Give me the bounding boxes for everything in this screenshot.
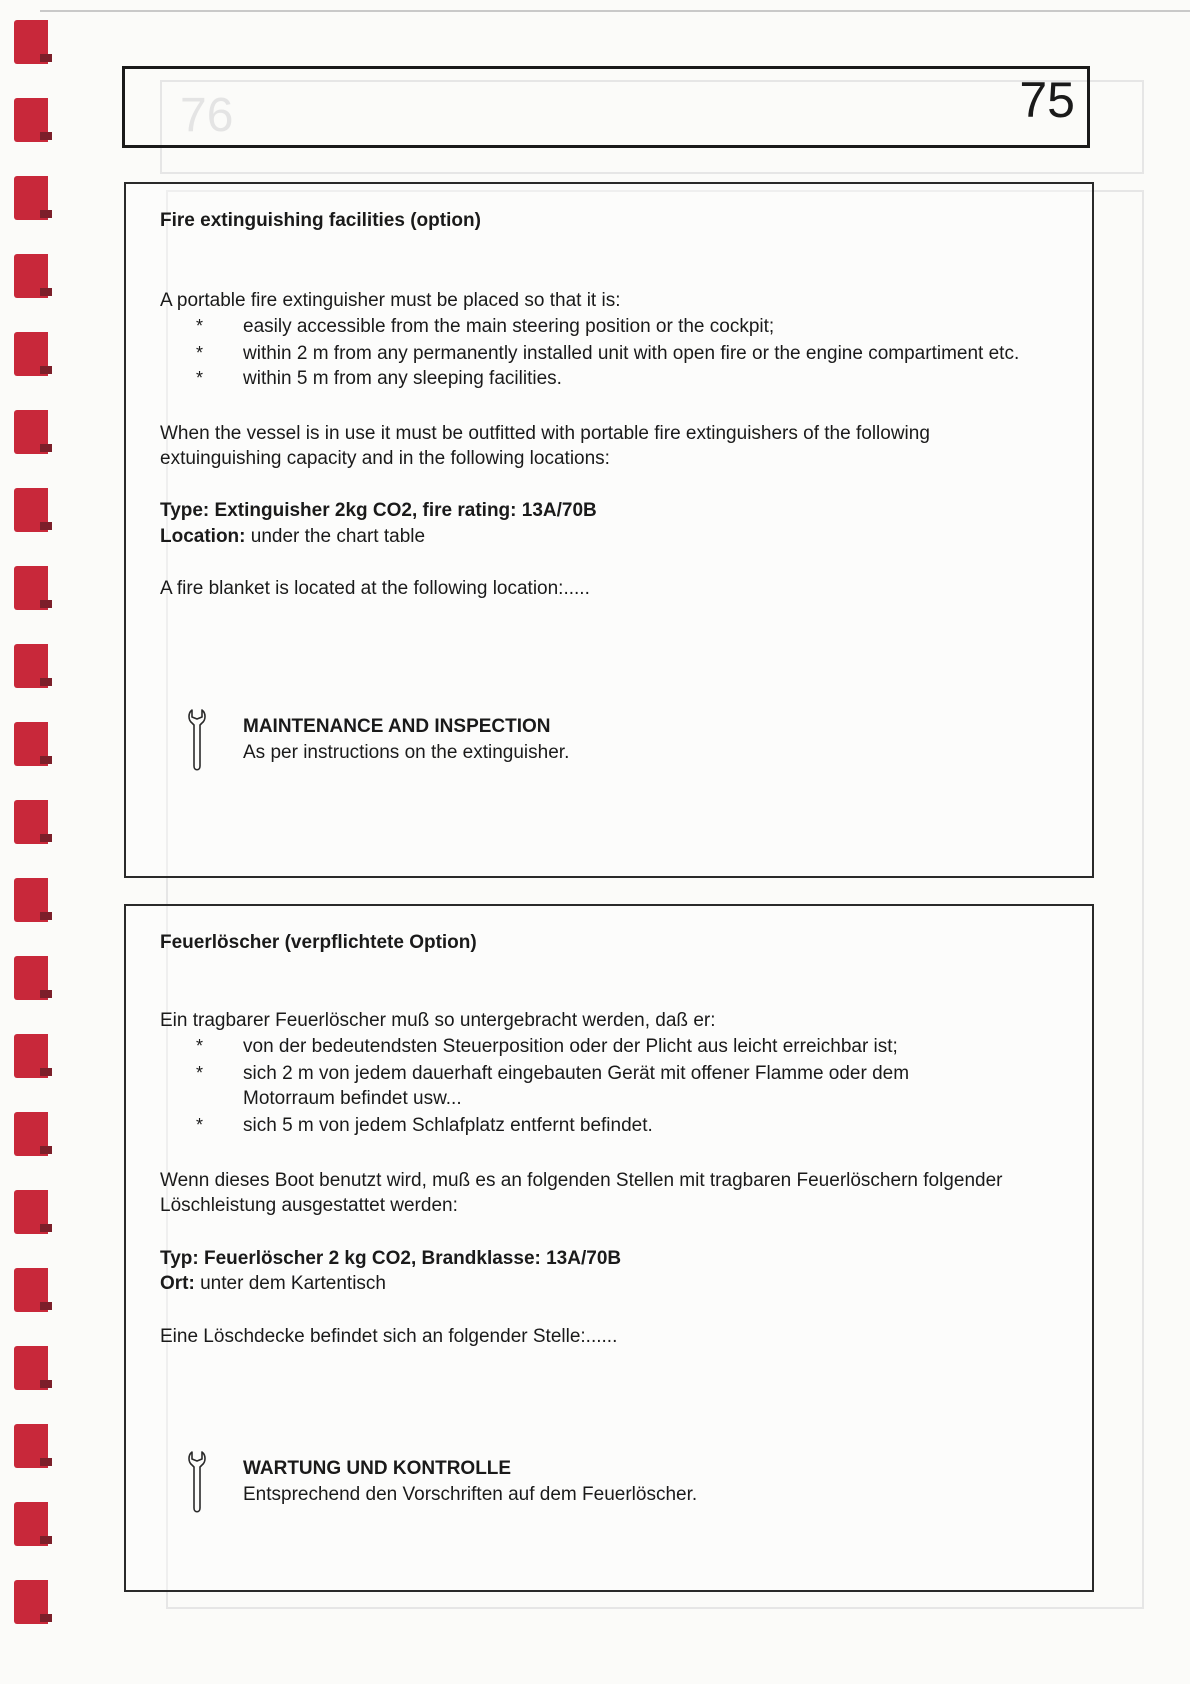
fire-blanket-text: Eine Löschdecke befindet sich an folgender Stelle:...... (160, 1326, 618, 1347)
maintenance-title: WARTUNG UND KONTROLLE (243, 1458, 512, 1479)
maintenance-title: MAINTENANCE AND INSPECTION (243, 716, 551, 737)
bullet-marker: * (196, 316, 204, 336)
bullet-marker: * (196, 343, 204, 363)
wrench-icon (186, 708, 208, 774)
page-number: 75 (1019, 72, 1075, 128)
location-label: Location: (160, 526, 246, 547)
show-through-page-number: 76 (180, 89, 234, 142)
extinguisher-type: Type: Extinguisher 2kg CO2, fire rating: 13A/70B (160, 500, 597, 521)
bullet-text: within 2 m from any permanently installed unit with open fire or the engine compartiment etc. (243, 343, 1020, 364)
bullet-text: sich 5 m von jedem Schlafplatz entfernt befindet. (243, 1115, 653, 1136)
section-title: Fire extinguishing facilities (option) (160, 210, 481, 231)
section-german (124, 904, 1094, 1592)
page-header-box (122, 66, 1090, 148)
maintenance-text: As per instructions on the extinguisher. (243, 742, 570, 763)
intro-text: Ein tragbarer Feuerlöscher muß so untergebracht werden, daß er: (160, 1010, 716, 1031)
paragraph-line: Wenn dieses Boot benutzt wird, muß es an folgenden Stellen mit tragbaren Feuerlöschern folgender (160, 1170, 1003, 1191)
bullet-text: von der bedeutendsten Steuerposition oder der Plicht aus leicht erreichbar ist; (243, 1036, 898, 1057)
wrench-icon (186, 1450, 208, 1516)
bullet-text: easily accessible from the main steering position or the cockpit; (243, 316, 775, 337)
intro-text: A portable fire extinguisher must be placed so that it is: (160, 290, 621, 311)
location-value: unter dem Kartentisch (200, 1273, 386, 1294)
bullet-text: within 5 m from any sleeping facilities. (243, 368, 562, 389)
bullet-marker: * (196, 1063, 204, 1083)
location-label: Ort: (160, 1273, 195, 1294)
bullet-marker: * (196, 368, 204, 388)
paragraph-line: extuinguishing capacity and in the following locations: (160, 448, 610, 469)
extinguisher-type: Typ: Feuerlöscher 2 kg CO2, Brandklasse: 13A/70B (160, 1248, 622, 1269)
paragraph-line: When the vessel is in use it must be outfitted with portable fire extinguishers of the following (160, 423, 930, 444)
extinguisher-location (160, 1271, 386, 1296)
section-english (124, 182, 1094, 878)
location-value: under the chart table (250, 526, 426, 547)
bullet-marker: * (196, 1036, 204, 1056)
fire-blanket-text: A fire blanket is located at the following location:..... (160, 578, 590, 599)
extinguisher-location (160, 524, 425, 549)
bullet-text-continued: Motorraum befindet usw... (243, 1088, 462, 1109)
top-rule (40, 10, 1190, 12)
paragraph-line: Löschleistung ausgestattet werden: (160, 1195, 458, 1216)
bullet-text: sich 2 m von jedem dauerhaft eingebauten Gerät mit offener Flamme oder dem (243, 1063, 910, 1084)
section-title: Feuerlöscher (verpflichtete Option) (160, 932, 477, 953)
spiral-binding (0, 0, 60, 1684)
maintenance-text: Entsprechend den Vorschriften auf dem Feuerlöscher. (243, 1484, 698, 1505)
bullet-marker: * (196, 1115, 204, 1135)
